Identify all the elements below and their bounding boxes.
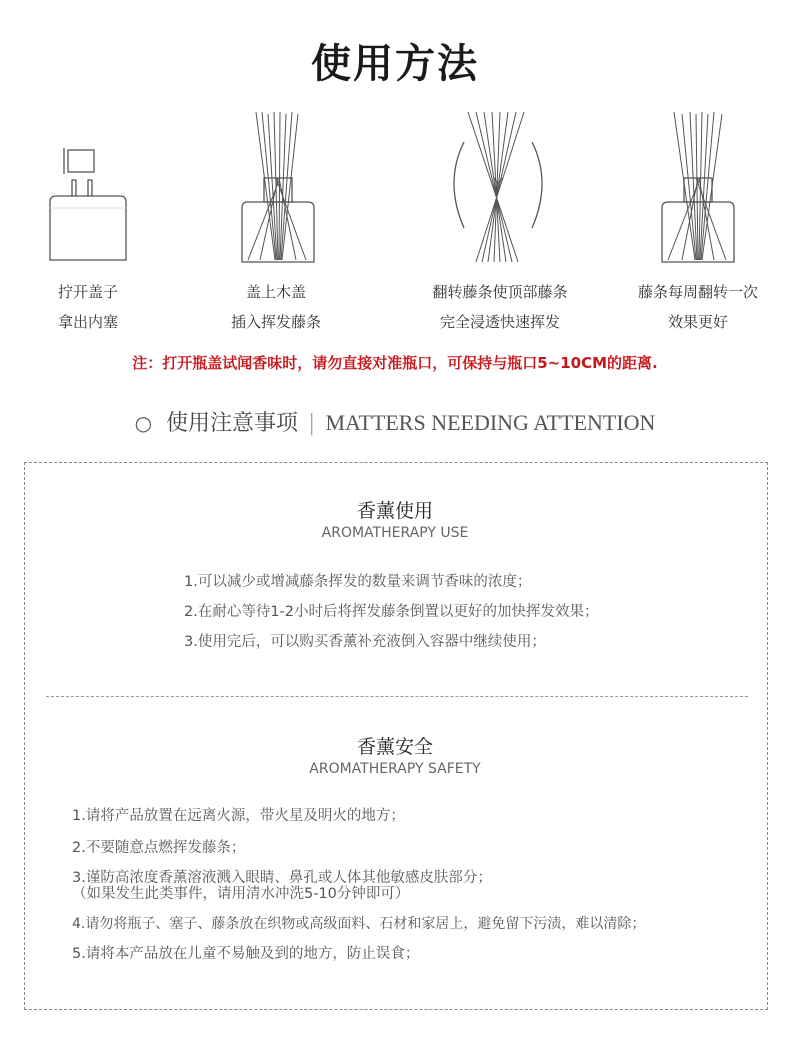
warning-note: 注：打开瓶盖试闻香味时，请勿直接对准瓶口，可保持与瓶口5~10CM的距离. <box>132 354 658 372</box>
usage-subtitle: AROMATHERAPY USE <box>321 525 469 541</box>
usage-item-2: 2.在耐心等待1-2小时后将挥发藤条倒置以更好的加快挥发效果； <box>184 604 599 620</box>
safety-item-3-note: （如果发生此类事件，请用清水冲洗5-10分钟即可） <box>72 886 410 902</box>
step-3-line-1: 翻转藤条使顶部藤条 <box>432 283 568 301</box>
step-1-caption <box>0 282 178 332</box>
page-title: 使用方法 <box>311 41 479 87</box>
step-4-line-2: 效果更好 <box>667 313 728 331</box>
usage-item-3: 3.使用完后，可以购买香薰补充液倒入容器中继续使用； <box>184 634 546 650</box>
usage-item-1: 1.可以减少或增减藤条挥发的数量来调节香味的浓度； <box>184 574 532 590</box>
step-4-caption <box>608 282 788 332</box>
step-2-line-1: 盖上木盖 <box>245 283 306 301</box>
reeds-flip-icon <box>438 112 558 272</box>
safety-item-2: 2.不要随意点燃挥发藤条； <box>72 840 246 856</box>
safety-item-5: 5.请将本产品放在儿童不易触及到的地方，防止误食； <box>72 946 420 962</box>
safety-item-3: 3.谨防高浓度香薰溶液溅入眼睛、鼻孔或人体其他敏感皮肤部分； <box>72 870 492 886</box>
bottle-reeds-weekly-icon <box>638 112 758 272</box>
section-header <box>0 406 790 437</box>
section-divider <box>46 696 748 697</box>
bottle-reeds-icon <box>218 112 338 272</box>
safety-subtitle: AROMATHERAPY SAFETY <box>309 761 481 777</box>
step-2-line-2: 插入挥发藤条 <box>230 313 321 331</box>
step-2-caption <box>186 282 366 332</box>
bottle-open-icon <box>28 112 148 272</box>
step-3-caption <box>410 282 590 332</box>
circle-bullet-icon: ○ <box>134 411 153 435</box>
section-title-en: MATTERS NEEDING ATTENTION <box>325 410 656 435</box>
step-4-line-1: 藤条每周翻转一次 <box>637 283 758 301</box>
safety-title: 香薰安全 <box>356 736 433 758</box>
section-separator: | <box>308 411 316 436</box>
step-1-line-2: 拿出内塞 <box>57 313 118 331</box>
section-title-cn: 使用注意事项 <box>166 411 299 436</box>
safety-item-1: 1.请将产品放置在远离火源，带火星及明火的地方； <box>72 808 405 824</box>
usage-title: 香薰使用 <box>356 500 433 522</box>
safety-item-4: 4.请勿将瓶子、塞子、藤条放在织物或高级面料、石材和家居上，避免留下污渍，难以清除； <box>72 916 646 932</box>
step-1-line-1: 拧开盖子 <box>57 283 118 301</box>
step-3-line-2: 完全浸透快速挥发 <box>439 313 560 331</box>
